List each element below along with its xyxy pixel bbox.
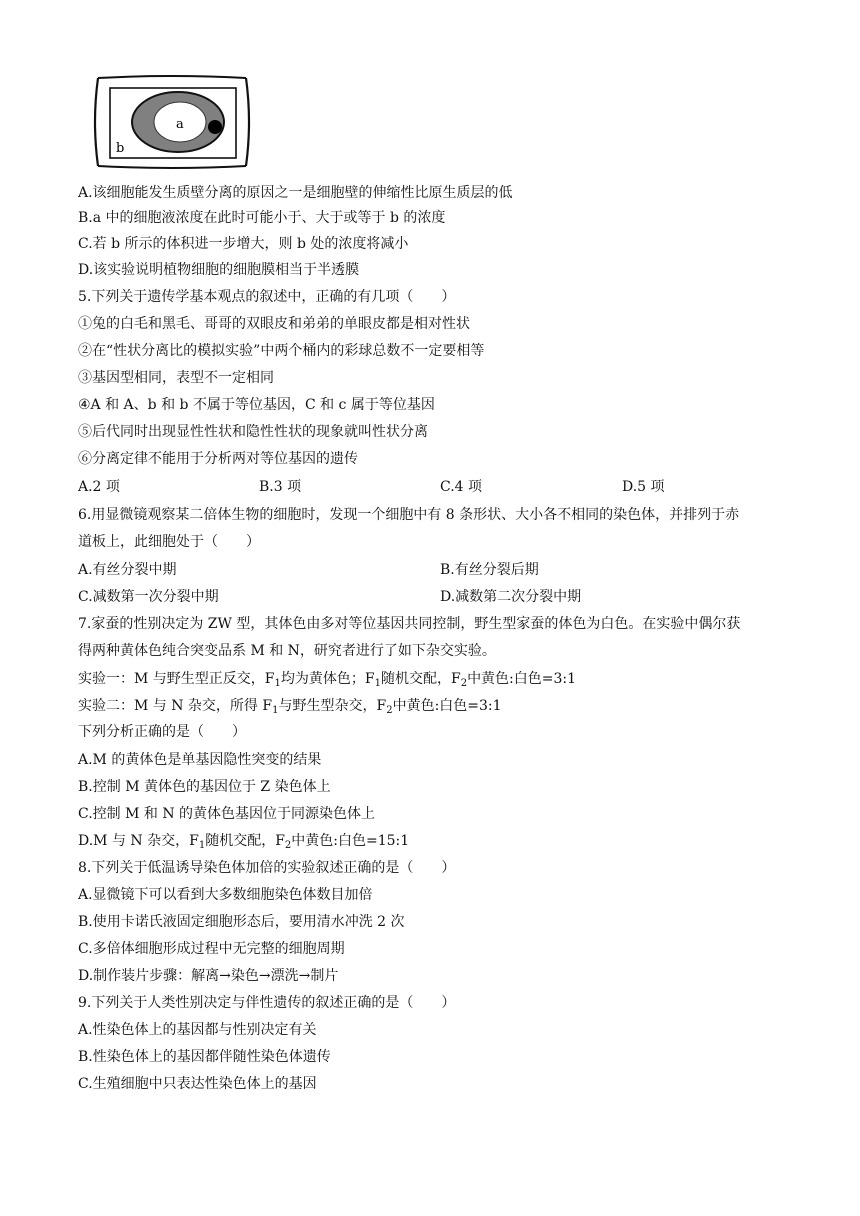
cell-wall-bottom [98,166,246,168]
q8-option-c: C.多倍体细胞形成过程中无完整的细胞周期 [78,941,345,957]
q7-option-b: B.控制 M 黄体色的基因位于 Z 染色体上 [78,779,331,795]
cell-wall-left [95,78,98,166]
q4-option-c: C.若 b 所示的体积进一步增大，则 b 处的浓度将减小 [78,236,409,252]
cell-wall-right [246,78,249,166]
q7-option-a: A.M 的黄体色是单基因隐性突变的结果 [78,752,322,768]
q6-stem-line2: 道板上，此细胞处于（ ） [78,534,260,550]
q7-experiment-1: 实验一：M 与野生型正反交，$F_1$均为黄体色；$F_1$随机交配，$F_2$中黄色:白色=3:1 [78,671,577,689]
plant-cell-diagram [88,72,256,172]
q7-option-d: D.M 与 N 杂交，$F_1$随机交配，$F_2$中黄色:白色=15:1 [78,833,410,851]
q5-option-c: C.4 项 [440,479,483,495]
q7-stem-line1: 7.家蚕的性别决定为 ZW 型，其体色由多对等位基因共同控制，野生型家蚕的体色为白色。在实验中偶尔获 [78,616,741,632]
q4-option-d: D.该实验说明植物细胞的细胞膜相当于半透膜 [78,262,360,278]
q5-option-b: B.3 项 [259,479,302,495]
q5-option-a: A.2 项 [78,479,120,495]
q5-option-d: D.5 项 [622,479,665,495]
q6-option-a: A.有丝分裂中期 [78,562,177,578]
q6-stem-line1: 6.用显微镜观察某二倍体生物的细胞时，发现一个细胞中有 8 条形状、大小各不相同的染色体，并排列于赤 [78,507,740,523]
q6-option-c: C.减数第一次分裂中期 [78,589,219,605]
q8-option-a: A.显微镜下可以看到大多数细胞染色体数目加倍 [78,887,373,903]
cell-wall-top [98,76,246,78]
nucleus [208,120,222,134]
q5-item-4: ④A 和 A、b 和 b 不属于等位基因，C 和 c 属于等位基因 [78,397,435,413]
label-a: a [176,117,184,132]
label-b: b [116,141,125,156]
q5-item-2: ②在“性状分离比的模拟实验”中两个桶内的彩球总数不一定要相等 [78,343,485,359]
q5-item-3: ③基因型相同，表型不一定相同 [78,370,274,386]
q4-option-a: A.该细胞能发生质壁分离的原因之一是细胞壁的伸缩性比原生质层的低 [78,185,513,201]
q8-stem: 8.下列关于低温诱导染色体加倍的实验叙述正确的是（ ） [78,860,456,876]
q9-option-b: B.性染色体上的基因都伴随性染色体遗传 [78,1049,331,1065]
q5-item-5: ⑤后代同时出现显性性状和隐性性状的现象就叫性状分离 [78,424,428,440]
q9-option-c: C.生殖细胞中只表达性染色体上的基因 [78,1076,317,1092]
q6-option-b: B.有丝分裂后期 [440,562,539,578]
q7-ask: 下列分析正确的是（ ） [78,724,246,740]
q7-experiment-2: 实验二：M 与 N 杂交，所得 $F_1$与野生型杂交，$F_2$中黄色:白色=3:1 [78,698,502,716]
q5-stem: 5.下列关于遗传学基本观点的叙述中，正确的有几项（ ） [78,289,456,305]
q9-stem: 9.下列关于人类性别决定与伴性遗传的叙述正确的是（ ） [78,995,456,1011]
q7-stem-line2: 得两种黄体色纯合突变品系 M 和 N，研究者进行了如下杂交实验。 [78,643,496,659]
q5-item-6: ⑥分离定律不能用于分析两对等位基因的遗传 [78,451,358,467]
q8-option-b: B.使用卡诺氏液固定细胞形态后，要用清水冲洗 2 次 [78,914,405,930]
q8-option-d: D.制作装片步骤：解离→染色→漂洗→制片 [78,968,339,984]
q9-option-a: A.性染色体上的基因都与性别决定有关 [78,1022,317,1038]
q7-option-c: C.控制 M 和 N 的黄体色基因位于同源染色体上 [78,806,376,822]
q4-option-b: B.a 中的细胞液浓度在此时可能小于、大于或等于 b 的浓度 [78,210,446,226]
q6-option-d: D.减数第二次分裂中期 [440,589,582,605]
q5-item-1: ①兔的白毛和黑毛、哥哥的双眼皮和弟弟的单眼皮都是相对性状 [78,316,470,332]
